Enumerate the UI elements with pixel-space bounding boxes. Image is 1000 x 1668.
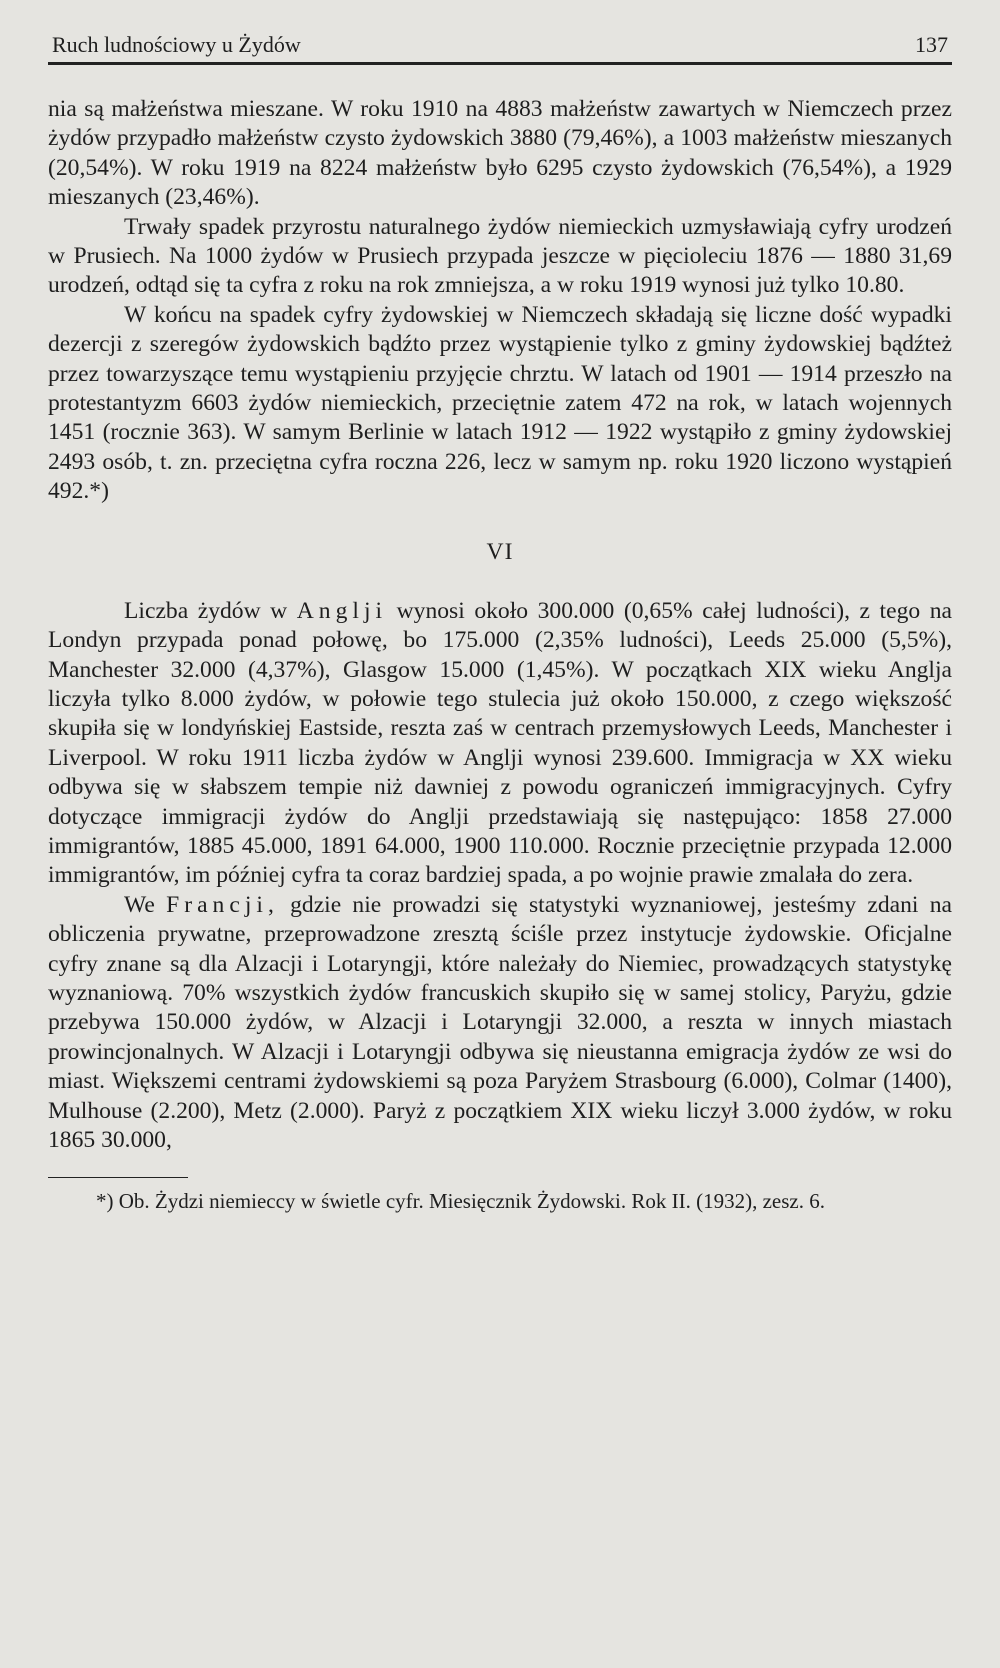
body-text <box>48 95 952 1155</box>
france-text: gdzie nie prowadzi się statystyki wyznaniowej, jesteśmy zdani na obliczenia prywatne, przeprowadzone zresztą ściśle przez instytucje żydowskie. Oficjalne cyfry znane są dla Alzacji i Lotaryngji, które należały do Niemiec, prowadzących statystykę wyznaniową. 70% wszystkich żydów francuskich skupiło się w samej stolicy, Paryżu, gdzie przebywa 150.000 żydów, w Alzacji i Lotaryngji 32.000, a reszta w innych miastach prowincjonalnych. W Alzacji i Lotaryngji odbywa się nieustanna emigracja żydów ze wsi do miast. Większemi centrami żydowskiemi są poza Paryżem Strasbourg (6.000), Colmar (1400), Mulhouse (2.200), Metz (2.000). Paryż z początkiem XIX wieku liczył 3.000 żydów, w roku 1865 30.000, <box>48 891 952 1153</box>
paragraph-france <box>48 891 952 1156</box>
country-england: Anglji <box>296 597 388 624</box>
running-header <box>48 30 952 65</box>
footnote: *) Ob. Żydzi niemieccy w świetle cyfr. Miesięcznik Żydowski. Rok II. (1932), zesz. 6. <box>96 1189 825 1214</box>
paragraph-intermarriage: nia są małżeństwa mieszane. W roku 1910 na 4883 małżeństw zawartych w Niemczech przez żydów przypadło małżeństw czysto żydowskich 3880 (79,46%), a 1003 małżeństw mieszanych (20,54%). W roku 1919 na 8224 małżeństw było 6295 czysto żydowskich (76,54%), a 1929 mieszanych (23,46%). <box>48 96 952 211</box>
page-number: 137 <box>915 32 948 57</box>
england-text: wynosi około 300.000 (0,65% całej ludności), z tego na Londyn przypada ponad połowę, bo 175.000 (2,35% ludności), Leeds 25.000 (5,5%), Manchester 32.000 (4,37%), Glasgow 15.000 (1,45%). W początkach XIX wieku Anglja liczyła tylko 8.000 żydów, w połowie tego stulecia już około 150.000, z czego większość skupiła się w londyńskiej Eastside, reszta zaś w centrach przemysłowych Leeds, Manchester i Liverpool. W roku 1911 liczba żydów w Anglji wynosi 239.600. Immigracja w XX wieku odbywa się w słabszem tempie niż dawniej z powodu ograniczeń immigracyjnych. Cyfry dotyczące immigracji żydów do Anglji przedstawiają się następująco: 1858 27.000 immigrantów, 1885 45.000, 1891 64.000, 1900 110.000. Rocznie przeciętnie przypada 12.000 immigrantów, im później cyfra ta coraz bardziej spada, a po wojnie prawie zmalała do zera. <box>48 597 952 889</box>
paragraph-england <box>48 597 952 891</box>
section-heading: VI <box>486 538 514 565</box>
france-lead: We <box>124 891 155 918</box>
paragraph-desertion: W końcu na spadek cyfry żydowskiej w Niemczech składają się liczne dość wypadki dezercji z szeregów żydowskich bądźto przez wystąpienie tylko z gminy żydowskiej bądźteż przez towarzyszące temu wystąpieniu przyjęcie chrztu. W latach od 1901 — 1914 przeszło na protestantyzm 6603 żydów niemieckich, przeciętnie zatem 472 na rok, w latach wojennych 1451 (rocznie 363). W samym Berlinie w latach 1912 — 1922 wystąpiło z gminy żydowskiej 2493 osób, t. zn. przeciętna cyfra roczna 226, lecz w samym np. roku 1920 liczono wystąpień 492.*) <box>48 301 952 505</box>
england-lead: Liczba żydów w <box>124 597 288 624</box>
paragraph-birth-decline: Trwały spadek przyrostu naturalnego żydów niemieckich uzmysławiają cyfry urodzeń w Prusiech. Na 1000 żydów w Prusiech przypada jeszcze w pięcioleciu 1876 — 1880 31,69 urodzeń, odtąd się ta cyfra z roku na rok zmniejsza, a w roku 1919 wynosi już tylko 10.80. <box>48 213 952 299</box>
footnote-rule <box>48 1177 188 1178</box>
country-france: Francji, <box>166 891 279 918</box>
running-title: Ruch ludnościowy u Żydów <box>52 32 301 57</box>
